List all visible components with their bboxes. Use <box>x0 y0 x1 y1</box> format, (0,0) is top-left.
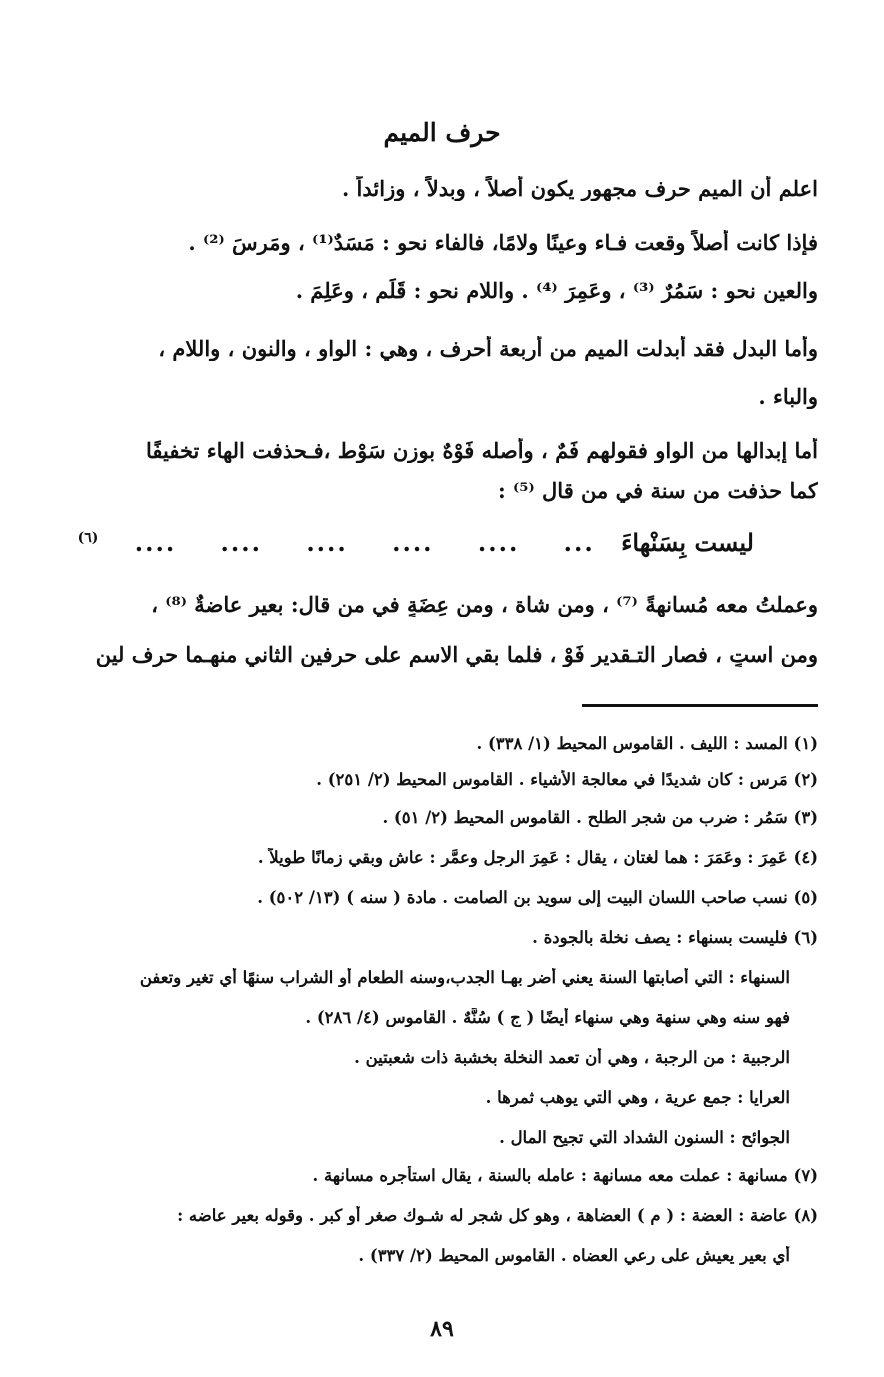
footnote: (٨) عاضة : العضة : ( م ) العضاهة ، وهو كل شجر له شـوك صغر أو كبر . وقوله بعير عاضه : <box>177 1206 818 1225</box>
paragraph-line: كما حذفت من سنة في من قال ⁽⁵⁾ : <box>497 478 818 503</box>
footnote: (٢) مَرِس : كان شديدًا في معالجة الأشياء . القاموس المحيط (٢/ ٢٥١) . <box>316 770 818 789</box>
footnote: (٤) عَمِرَ : وعَمَرَ : هما لغتان ، يقال : عَمِرَ الرجل وعمَّر : عاش وبقي زمانًا طويلاً . <box>257 848 818 867</box>
footnote-divider <box>582 704 818 707</box>
verse-ellipsis: ... <box>563 528 595 557</box>
verse-footnote-marker: (٦) <box>77 530 99 546</box>
footnote-subline: السنهاء : التي أصابتها السنة يعني أضر بهـا الجدب،وسنه الطعام أو الشراب سنهًا أي تغير وتعفن <box>139 968 790 987</box>
footnote-subline: العرايا : جمع عرية ، وهي التي يوهب ثمرها . <box>485 1088 790 1107</box>
paragraph-line: والعين نحو : سَمُرٌ ⁽³⁾ ، وعَمِرَ ⁽⁴⁾ . واللام نحو : قَلَمٍ ، وعَلِمَ . <box>295 278 818 303</box>
verse-ellipsis: .... <box>477 528 520 557</box>
page-number: ٨٩ <box>430 1316 454 1342</box>
footnote: (٧) مسانهة : عملت معه مسانهة : عامله بالسنة ، يقال استأجره مسانهة . <box>312 1166 818 1185</box>
verse-ellipsis: .... <box>392 528 434 557</box>
paragraph-line: والباء . <box>758 384 818 409</box>
footnote-subline: فهو سنه وهي سنهة وهي سنهاء أيضًا ( ج ) سُنَّهٌ . القاموس (٤/ ٢٨٦) . <box>305 1008 790 1027</box>
paragraph-line: فإذا كانت أصلاً وقعت فـاء وعينًا ولامًا، فالفاء نحو : مَسَدٌ⁽¹⁾ ، ومَرِسَ ⁽²⁾ . <box>188 230 818 255</box>
verse-ellipsis: .... <box>306 528 348 557</box>
footnote-subline: الرجبية : من الرجبة ، وهي أن تعمد النخلة بخشبة ذات شعبتين . <box>354 1048 790 1067</box>
footnote: (٣) سَمُر : ضرب من شجر الطلح . القاموس المحيط (٢/ ٥١) . <box>382 808 818 827</box>
footnote: (٥) نسب صاحب اللسان البيت إلى سويد بن الصامت . مادة ( سنه ) (١٣/ ٥٠٢) . <box>257 888 818 907</box>
footnote: (١) المسد : الليف . القاموس المحيط (١/ ٣٣٨) . <box>476 734 818 753</box>
footnote: (٦) فليست بسنهاء : يصف نخلة بالجودة . <box>532 928 818 947</box>
paragraph-line: اعلم أن الميم حرف مجهور يكون أصلاً ، وبدلاً ، وزائداً . <box>341 176 818 201</box>
paragraph-line: وأما البدل فقد أبدلت الميم من أربعة أحرف ، وهي : الواو ، والنون ، واللام ، <box>158 336 818 361</box>
poetry-verse <box>78 528 754 557</box>
verse-ellipsis: .... <box>220 528 262 557</box>
verse-text: ليست بِسَنْهاءَ <box>621 528 754 557</box>
paragraph-line: ومن استٍ ، فصار التـقدير فَوْ ، فلما بقي الاسم على حرفين الثاني منهـما حرف لين <box>95 642 818 667</box>
footnote-subline: الجوائح : السنون الشداد التي تجيح المال . <box>499 1128 790 1147</box>
verse-ellipsis: .... <box>134 528 177 557</box>
paragraph-line: وعملتُ معه مُسانهةً ⁽⁷⁾ ، ومن شاة ، ومن عِضَةٍ في من قال: بعير عاضةٌ ⁽⁸⁾ ، <box>151 592 818 617</box>
paragraph-line: أما إبدالها من الواو فقولهم فَمٌ ، وأصله فَوْهٌ بوزن سَوْط ،فـحذفت الهاء تخفيفًا <box>146 438 818 463</box>
chapter-title: حرف الميم <box>383 118 501 147</box>
footnote-subline: أي بعير يعيش على رعي العضاه . القاموس المحيط (٢/ ٣٣٧) . <box>358 1246 790 1265</box>
